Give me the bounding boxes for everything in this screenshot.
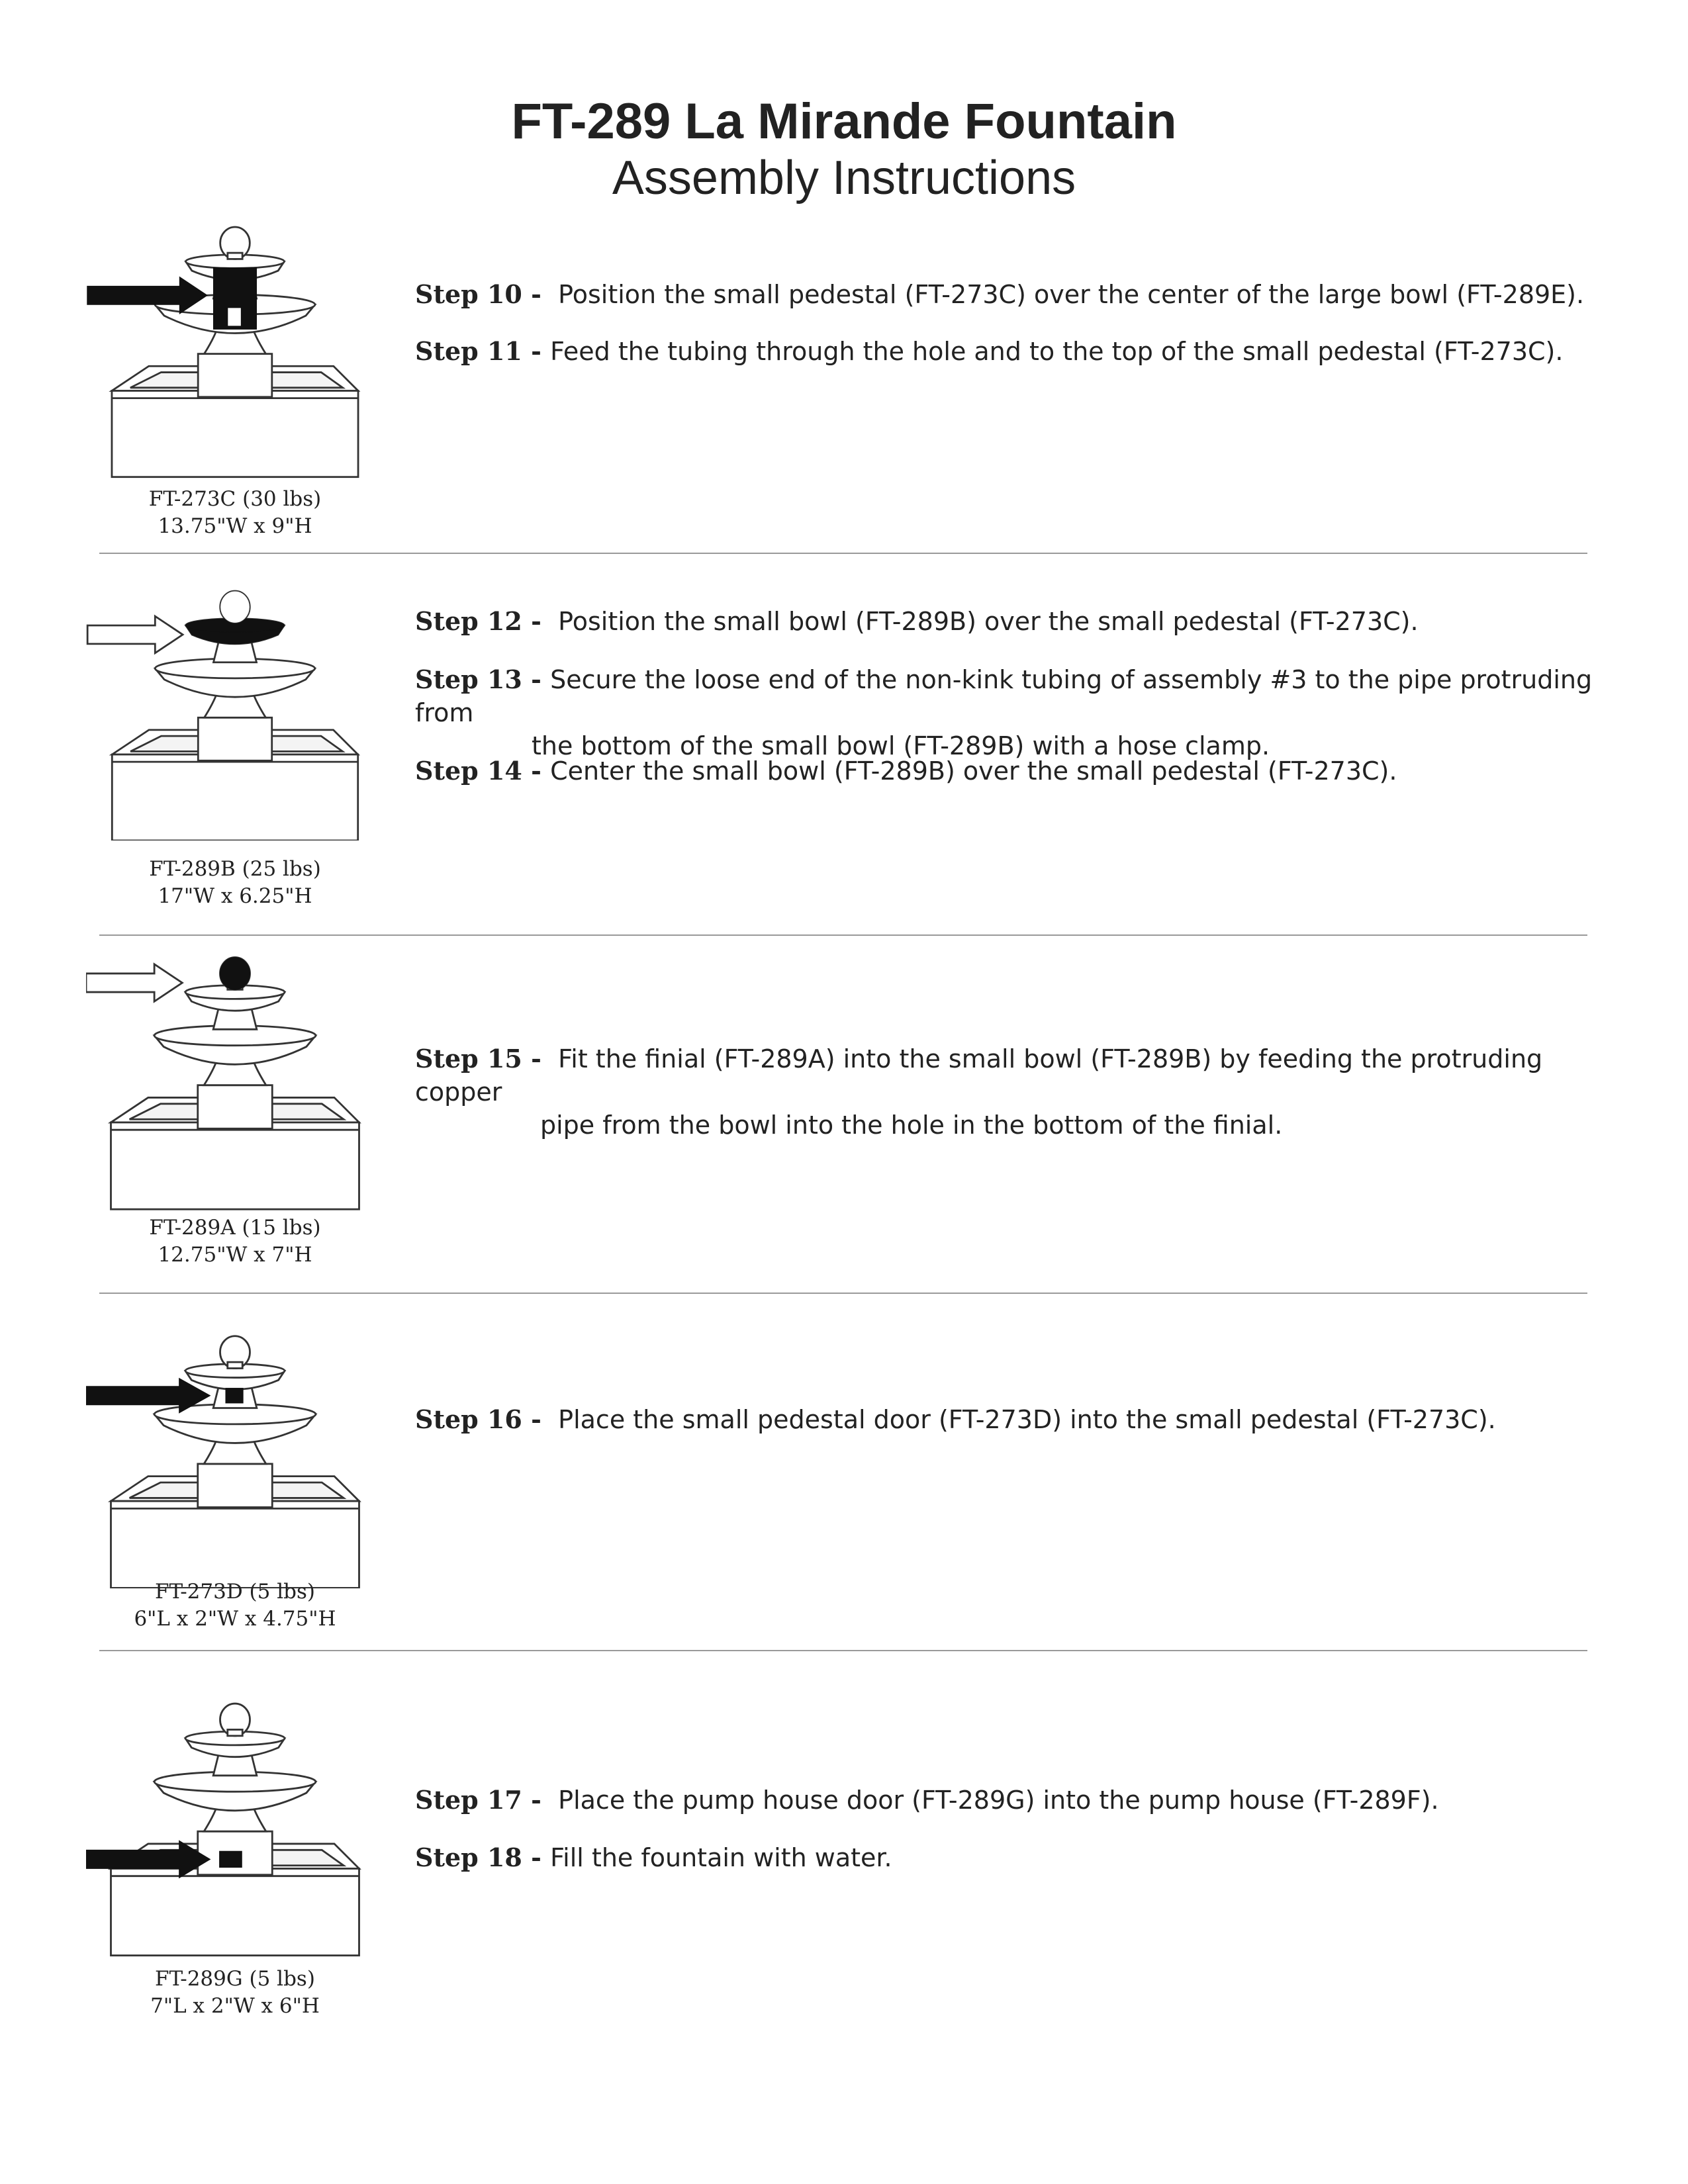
step-16: Step 16 - Place the small pedestal door (FT-273D) into the small pedestal (FT-273C). — [415, 1404, 1496, 1434]
part-caption: FT-289A (15 lbs) 12.75"W x 7"H — [149, 1216, 321, 1267]
step-15: Step 15 - Fit the finial (FT-289A) into the small bowl (FT-289B) by feeding the protruding copper pipe from the bowl into the hole in the bottom of the finial. — [415, 1044, 1543, 1140]
step-13: Step 13 - Secure the loose end of the non-kink tubing of assembly #3 to the pipe protruding from the bottom of the small bowl (FT-289B) with a hose clamp. — [415, 664, 1593, 760]
divider — [99, 1293, 1587, 1294]
part-caption: FT-273D (5 lbs) 6"L x 2"W x 4.75"H — [134, 1580, 336, 1631]
page-subtitle: Assembly Instructions — [612, 152, 1076, 205]
arrow-icon — [86, 964, 182, 1001]
step-11: Step 11 - Feed the tubing through the hole and to the top of the small pedestal (FT-273C). — [415, 336, 1564, 366]
step-14: Step 14 - Center the small bowl (FT-289B) over the small pedestal (FT-273C). — [415, 756, 1397, 786]
part-caption: FT-273C (30 lbs) 13.75"W x 9"H — [148, 487, 322, 538]
arrow-icon — [87, 616, 183, 653]
divider — [99, 1650, 1587, 1651]
part-caption: FT-289G (5 lbs) 7"L x 2"W x 6"H — [150, 1967, 320, 2018]
page-title: FT-289 La Mirande Fountain — [511, 93, 1177, 150]
step-18: Step 18 - Fill the fountain with water. — [415, 1843, 892, 1872]
divider — [99, 934, 1587, 936]
part-caption: FT-289B (25 lbs) 17"W x 6.25"H — [149, 857, 321, 908]
step-12: Step 12 - Position the small bowl (FT-289B) over the small pedestal (FT-273C). — [415, 606, 1419, 636]
step-10: Step 10 - Position the small pedestal (FT-273C) over the center of the large bowl (FT-289E). — [415, 279, 1585, 309]
step-17: Step 17 - Place the pump house door (FT-289G) into the pump house (FT-289F). — [415, 1785, 1439, 1815]
divider — [99, 553, 1587, 554]
